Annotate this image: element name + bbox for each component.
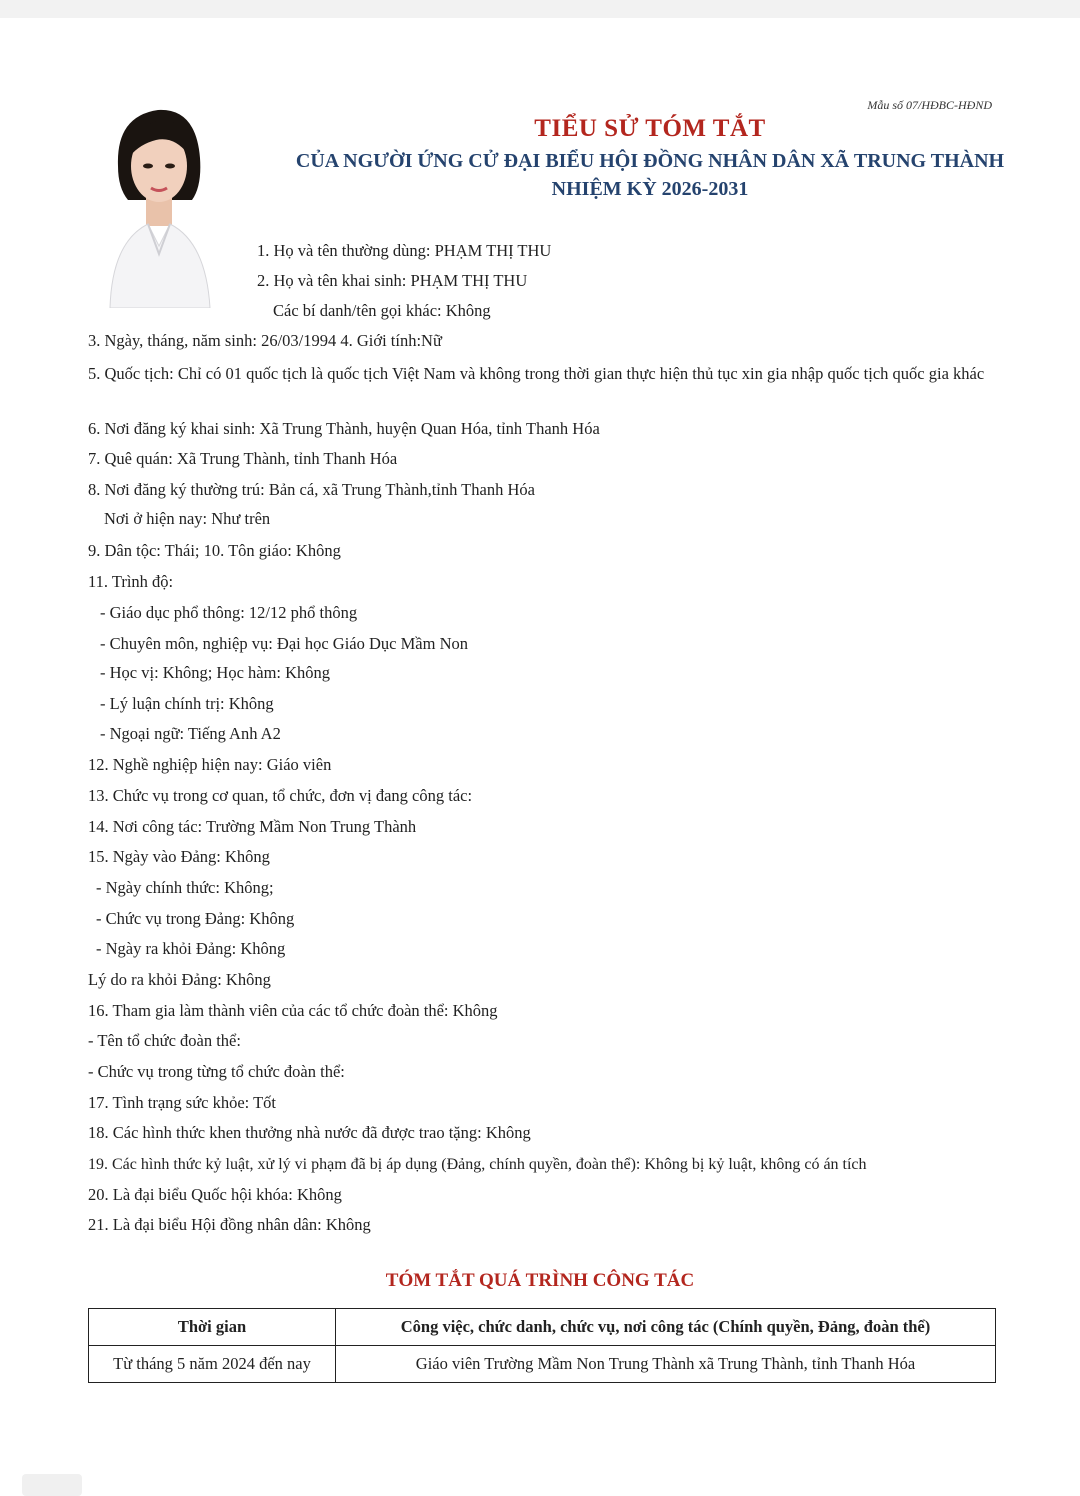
field-foreign-language: - Ngoại ngữ: Tiếng Anh A2 — [100, 724, 281, 743]
field-aliases: Các bí danh/tên gọi khác: Không — [273, 301, 491, 320]
field-organization-position: - Chức vụ trong từng tổ chức đoàn thể: — [88, 1062, 345, 1081]
field-peoples-council: 21. Là đại biểu Hội đồng nhân dân: Không — [88, 1215, 371, 1234]
field-permanent-residence: 8. Nơi đăng ký thường trú: Bản cá, xã Trung Thành,tỉnh Thanh Hóa — [88, 480, 535, 499]
field-professional: - Chuyên môn, nghiệp vụ: Đại học Giáo Dục Mầm Non — [100, 634, 468, 653]
document-subtitle-2: NHIỆM KỲ 2026-2031 — [551, 178, 749, 200]
form-number: Mẫu số 07/HĐBC-HĐND — [867, 98, 992, 112]
portrait-photo — [88, 96, 238, 308]
field-nationality: 5. Quốc tịch: Chỉ có 01 quốc tịch là quốc tịch Việt Nam và không trong thời gian thực hiện thủ tục xin gia nhập quốc tịch quốc gia khác — [88, 364, 985, 383]
portrait-image — [88, 96, 238, 308]
field-ethnicity-religion: 9. Dân tộc: Thái; 10. Tôn giáo: Không — [88, 541, 341, 560]
field-party-leave-date: - Ngày ra khỏi Đảng: Không — [96, 939, 286, 958]
field-birth-name: 2. Họ và tên khai sinh: PHẠM THỊ THU — [257, 271, 528, 290]
field-degree: - Học vị: Không; Học hàm: Không — [100, 663, 331, 682]
field-national-assembly: 20. Là đại biểu Quốc hội khóa: Không — [88, 1185, 342, 1204]
top-bar — [0, 0, 1080, 18]
document-subtitle-1: CỦA NGƯỜI ỨNG CỬ ĐẠI BIỂU HỘI ĐỒNG NHÂN DÂN XÃ TRUNG THÀNH — [295, 150, 1005, 172]
table-cell-time: Từ tháng 5 năm 2024 đến nay — [89, 1346, 336, 1383]
field-education-heading: 11. Trình độ: — [88, 572, 174, 591]
table-row — [89, 1346, 996, 1383]
field-birth-registration: 6. Nơi đăng ký khai sinh: Xã Trung Thành, huyện Quan Hóa, tỉnh Thanh Hóa — [88, 419, 600, 438]
field-occupation: 12. Nghề nghiệp hiện nay: Giáo viên — [88, 755, 332, 774]
field-position: 13. Chức vụ trong cơ quan, tổ chức, đơn vị đang công tác: — [88, 786, 473, 805]
field-political-theory: - Lý luận chính trị: Không — [100, 694, 274, 713]
field-party-join-date: 15. Ngày vào Đảng: Không — [88, 847, 270, 866]
column-header-job: Công việc, chức danh, chức vụ, nơi công tác (Chính quyền, Đảng, đoàn thể) — [336, 1309, 996, 1346]
field-organizations: 16. Tham gia làm thành viên của các tổ chức đoàn thể: Không — [88, 1001, 498, 1020]
field-general-education: - Giáo dục phổ thông: 12/12 phổ thông — [100, 603, 358, 622]
table-cell-job: Giáo viên Trường Mầm Non Trung Thành xã Trung Thành, tỉnh Thanh Hóa — [336, 1346, 996, 1383]
column-header-time: Thời gian — [89, 1309, 336, 1346]
field-current-residence: Nơi ở hiện nay: Như trên — [104, 509, 271, 528]
field-workplace: 14. Nơi công tác: Trường Mầm Non Trung Thành — [88, 817, 417, 836]
field-party-official-date: - Ngày chính thức: Không; — [96, 878, 274, 897]
field-party-leave-reason: Lý do ra khỏi Đảng: Không — [88, 970, 271, 989]
field-hometown: 7. Quê quán: Xã Trung Thành, tỉnh Thanh Hóa — [88, 449, 398, 468]
field-discipline: 19. Các hình thức kỷ luật, xử lý vi phạm đã bị áp dụng (Đảng, chính quyền, đoàn thể): Không bị kỷ luật, không có án tích — [88, 1156, 867, 1173]
title-block — [250, 114, 1050, 202]
field-party-position: - Chức vụ trong Đảng: Không — [96, 909, 295, 928]
field-health: 17. Tình trạng sức khỏe: Tốt — [88, 1093, 276, 1112]
work-history-title: TÓM TẮT QUÁ TRÌNH CÔNG TÁC — [385, 1270, 695, 1291]
field-awards: 18. Các hình thức khen thưởng nhà nước đã được trao tặng: Không — [88, 1123, 531, 1142]
field-common-name: 1. Họ và tên thường dùng: PHẠM THỊ THU — [257, 241, 552, 260]
corner-tab — [22, 1474, 82, 1496]
field-organization-name: - Tên tổ chức đoàn thể: — [88, 1031, 241, 1050]
field-dob-gender: 3. Ngày, tháng, năm sinh: 26/03/1994 4. Giới tính:Nữ — [88, 331, 442, 350]
table-header-row — [89, 1309, 996, 1346]
document-title: TIỂU SỬ TÓM TẮT — [534, 115, 766, 142]
work-history-table — [88, 1308, 996, 1383]
